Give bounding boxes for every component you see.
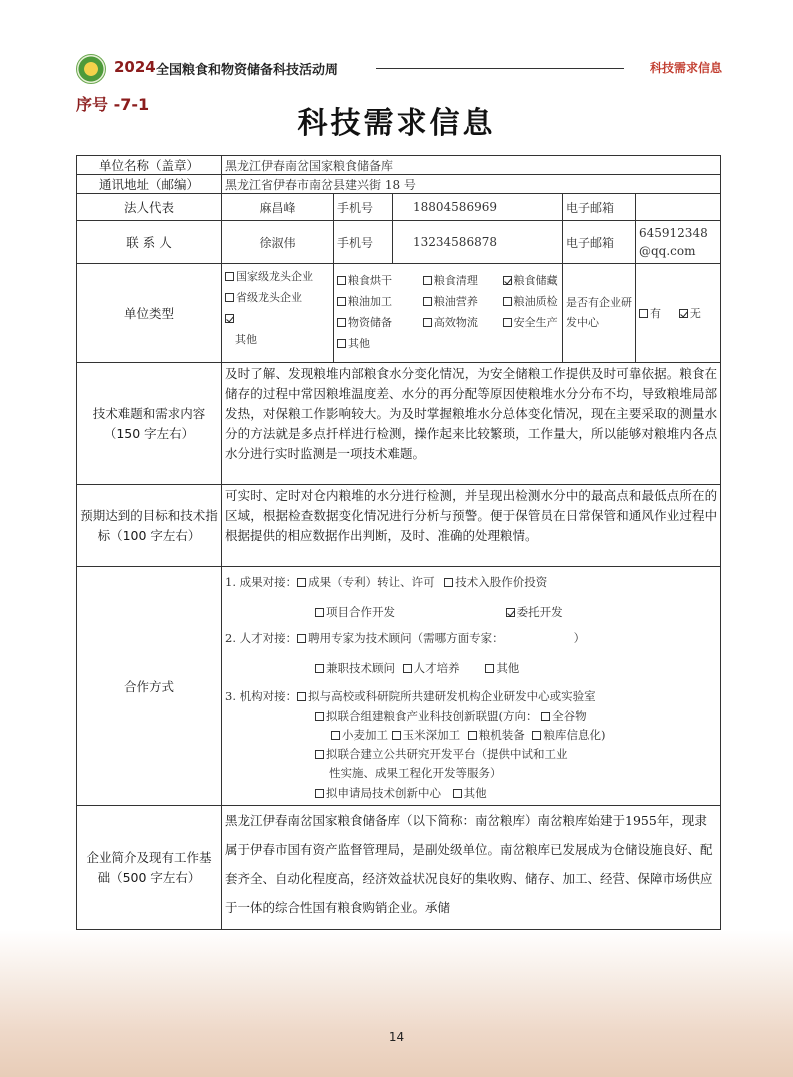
unit-type-label: 单位类型 bbox=[77, 264, 222, 363]
contact-name: 徐淑伟 bbox=[222, 221, 334, 264]
coop-hire: 聘用专家为技术顾问（需哪方面专家： bbox=[308, 631, 504, 645]
rd-yes-label: 有 bbox=[650, 307, 661, 320]
page-number: 14 bbox=[388, 1030, 405, 1044]
checkbox-safety[interactable] bbox=[503, 318, 512, 327]
checkbox-info[interactable] bbox=[532, 731, 541, 740]
legal-rep-email bbox=[636, 194, 721, 221]
page-title: 科技需求信息 bbox=[297, 106, 496, 141]
row-unit-type bbox=[77, 264, 721, 363]
checkbox-talent-other[interactable] bbox=[485, 664, 494, 673]
header-section-label: 科技需求信息 bbox=[649, 61, 722, 75]
checkbox-machine[interactable] bbox=[468, 731, 477, 740]
row-goals bbox=[77, 485, 721, 567]
coop-project: 项目合作开发 bbox=[326, 605, 395, 619]
checkbox-entrust[interactable] bbox=[506, 608, 515, 617]
coop-parttime: 兼职技术顾问 bbox=[326, 661, 395, 675]
legal-rep-phone-label: 手机号 bbox=[334, 194, 393, 221]
checkbox-hire[interactable] bbox=[297, 634, 306, 643]
row-tech-problem bbox=[77, 363, 721, 485]
field-nutrition: 粮油营养 bbox=[433, 295, 478, 308]
field-reserve: 物资储备 bbox=[348, 316, 392, 329]
level-other: 其他 bbox=[235, 333, 257, 346]
checkbox-corn[interactable] bbox=[392, 731, 401, 740]
contact-email-label: 电子邮箱 bbox=[563, 221, 636, 264]
checkbox-wheat[interactable] bbox=[331, 731, 340, 740]
coop-machine: 粮机装备 bbox=[478, 728, 525, 742]
checkbox-field-other[interactable] bbox=[337, 339, 346, 348]
coop-training: 人才培养 bbox=[413, 661, 460, 675]
contact-label: 联 系 人 bbox=[77, 221, 222, 264]
rd-center-label: 是否有企业研发中心 bbox=[563, 264, 636, 363]
contact-phone: 13234586878 bbox=[393, 221, 563, 264]
unit-address-label: 通讯地址（邮编） bbox=[77, 175, 222, 194]
checkbox-rd-no[interactable] bbox=[679, 309, 688, 318]
coop-platform-cont: 性实施、成果工程化开发等服务） bbox=[329, 766, 502, 780]
coop-grain: 全谷物 bbox=[552, 709, 587, 723]
header-year: 2024 bbox=[114, 58, 156, 76]
goals-text: 可实时、定时对仓内粮堆的水分进行检测，并呈现出检测水分中的最高点和最低点所在的区域，根据检查数据变化情况进行分析与预警。便于保管员在日常保管和通风作业过程中根据提供的相应数据作出判断，及时、准确的处理粮情。 bbox=[222, 485, 721, 567]
unit-type-fields bbox=[334, 264, 563, 363]
legal-rep-phone: 18804586969 bbox=[393, 194, 563, 221]
coop-wheat: 小麦加工 bbox=[342, 728, 388, 742]
checkbox-org-other[interactable] bbox=[453, 789, 462, 798]
cooperation-label: 合作方式 bbox=[77, 567, 222, 806]
coop-rd-joint: 拟与高校或科研院所共建研发机构企业研发中心或实验室 bbox=[308, 689, 596, 703]
page-header bbox=[76, 52, 722, 86]
unit-name-value: 黑龙江伊春南岔国家粮食储备库 bbox=[222, 156, 721, 175]
field-quality: 粮油质检 bbox=[513, 295, 558, 308]
coop-hire-end: ） bbox=[573, 631, 586, 645]
coop-line2-prefix: 2. 人才对接： bbox=[225, 631, 298, 645]
checkbox-invest[interactable] bbox=[444, 578, 453, 587]
contact-email: 645912348@qq.com bbox=[636, 221, 721, 264]
checkbox-cleaning[interactable] bbox=[423, 276, 432, 285]
checkbox-processing[interactable] bbox=[337, 297, 346, 306]
coop-platform: 拟联合建立公共研究开发平台（提供中试和工业 bbox=[326, 747, 568, 761]
field-other: 其他 bbox=[348, 337, 370, 350]
contact-phone-label: 手机号 bbox=[334, 221, 393, 264]
emblem-logo-icon bbox=[76, 54, 106, 84]
rd-center-options bbox=[636, 264, 721, 363]
header-divider bbox=[376, 68, 624, 69]
field-storage: 粮食储藏 bbox=[513, 274, 558, 287]
row-legal-rep bbox=[77, 194, 721, 221]
coop-corn: 玉米深加工 bbox=[402, 728, 461, 742]
field-processing: 粮油加工 bbox=[348, 295, 392, 308]
checkbox-transfer[interactable] bbox=[297, 578, 306, 587]
coop-transfer: 成果（专利）转让、许可 bbox=[308, 575, 435, 589]
row-unit-name bbox=[77, 156, 721, 175]
unit-name-label: 单位名称（盖章） bbox=[77, 156, 222, 175]
checkbox-national[interactable] bbox=[225, 272, 234, 281]
tech-problem-text: 及时了解、发现粮堆内部粮食水分变化情况，为安全储粮工作提供及时可靠依据。粮食在储存的过程中常因粮堆温度差、水分的再分配等原因使粮堆水分分布不均，导致粮堆局部发热，对保粮工作影响较大。为及时掌握粮堆水分总体变化情况，现在主要采取的测量水分的方法就是多点扦样进行检测，操作起来比较繁琐，工作量大，所以能够对粮堆内各点水分进行实时监测是一项技术难题。 bbox=[222, 363, 721, 485]
checkbox-project[interactable] bbox=[315, 608, 324, 617]
checkbox-other-level[interactable] bbox=[225, 314, 234, 323]
checkbox-grain[interactable] bbox=[541, 712, 550, 721]
field-drying: 粮食烘干 bbox=[348, 274, 392, 287]
info-table bbox=[76, 155, 721, 930]
intro-text: 黑龙江伊春南岔国家粮食储备库（以下简称：南岔粮库）南岔粮库始建于1955年，现隶属于伊春市国有资产监督管理局，是副处级单位。南岔粮库已发展成为仓储设施良好、配套齐全、自动化程度高，经济效益状况良好的集收购、储存、加工、经营、保障市场供应于一体的综合性国有粮食购销企业。承储 bbox=[222, 806, 721, 930]
legal-rep-label: 法人代表 bbox=[77, 194, 222, 221]
level-national: 国家级龙头企业 bbox=[236, 270, 313, 283]
checkbox-logistics[interactable] bbox=[423, 318, 432, 327]
unit-type-levels bbox=[222, 264, 334, 363]
legal-rep-email-label: 电子邮箱 bbox=[563, 194, 636, 221]
coop-innovation-center: 拟申请局技术创新中心 bbox=[326, 786, 441, 800]
checkbox-alliance[interactable] bbox=[315, 712, 324, 721]
coop-alliance: 拟联合组建粮食产业科技创新联盟(方向： bbox=[326, 709, 538, 723]
row-intro bbox=[77, 806, 721, 930]
checkbox-innovation-center[interactable] bbox=[315, 789, 324, 798]
field-logistics: 高效物流 bbox=[433, 316, 478, 329]
coop-talent-other: 其他 bbox=[496, 661, 520, 675]
checkbox-platform[interactable] bbox=[315, 750, 324, 759]
coop-info: 粮库信息化) bbox=[543, 728, 606, 742]
field-safety: 安全生产 bbox=[513, 316, 558, 329]
serial-number: 序号 -7-1 bbox=[76, 95, 150, 114]
checkbox-storage[interactable] bbox=[503, 276, 512, 285]
row-contact bbox=[77, 221, 721, 264]
checkbox-rd-yes[interactable] bbox=[639, 309, 648, 318]
coop-entrust: 委托开发 bbox=[516, 605, 563, 619]
checkbox-rd-joint[interactable] bbox=[297, 692, 306, 701]
checkbox-reserve[interactable] bbox=[337, 318, 346, 327]
rd-no-label: 无 bbox=[689, 307, 701, 320]
checkbox-quality[interactable] bbox=[503, 297, 512, 306]
row-cooperation bbox=[77, 567, 721, 806]
field-cleaning: 粮食清理 bbox=[433, 274, 478, 287]
unit-address-value: 黑龙江省伊春市南岔县建兴街 18 号 bbox=[222, 175, 721, 194]
checkbox-training[interactable] bbox=[403, 664, 412, 673]
row-unit-address bbox=[77, 175, 721, 194]
checkbox-nutrition[interactable] bbox=[423, 297, 432, 306]
intro-label: 企业简介及现有工作基础（500 字左右） bbox=[77, 806, 222, 930]
coop-line1-prefix: 1. 成果对接： bbox=[225, 575, 298, 589]
page-background-gradient bbox=[0, 930, 793, 1077]
tech-problem-label: 技术难题和需求内容（150 字左右） bbox=[77, 363, 222, 485]
coop-line3-prefix: 3. 机构对接： bbox=[225, 689, 298, 703]
checkbox-parttime[interactable] bbox=[315, 664, 324, 673]
header-title: 全国粮食和物资储备科技活动周 bbox=[156, 63, 339, 78]
checkbox-drying[interactable] bbox=[337, 276, 346, 285]
legal-rep-name: 麻昌峰 bbox=[222, 194, 334, 221]
level-provincial: 省级龙头企业 bbox=[236, 291, 302, 304]
coop-org-other: 其他 bbox=[463, 786, 487, 800]
checkbox-provincial[interactable] bbox=[225, 293, 234, 302]
coop-invest: 技术入股作价投资 bbox=[455, 575, 548, 589]
goals-label: 预期达到的目标和技术指标（100 字左右） bbox=[77, 485, 222, 567]
cooperation-options bbox=[222, 567, 721, 806]
